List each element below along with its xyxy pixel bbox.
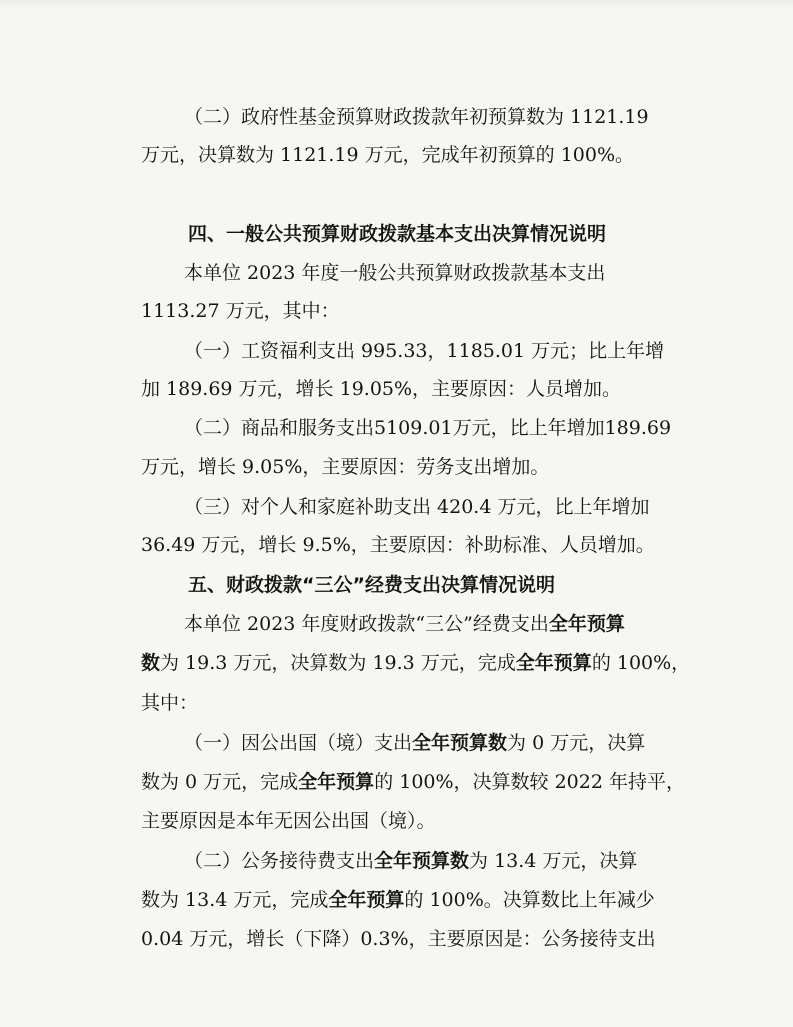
- text-run: 的 100%，: [591, 652, 691, 674]
- text-run: 本单位 2023 年度财政拨款“三公”经费支出: [184, 613, 549, 635]
- paragraph-line: 万元，决算数为 1121.19 万元，完成年初预算的 100%。: [141, 144, 635, 166]
- text-run: 为 0 万元，决算: [507, 732, 646, 754]
- section-heading: 四、一般公共预算财政拨款基本支出决算情况说明: [188, 223, 607, 245]
- emphasis-run: 全年预算: [328, 889, 405, 911]
- text-run: （一）因公出国（境）支出: [184, 732, 413, 754]
- paragraph-line: 万元，增长 9.05%，主要原因：劳务支出增加。: [141, 456, 550, 478]
- paragraph-line: （二）政府性基金预算财政拨款年初预算数为 1121.19: [184, 106, 649, 128]
- text-run: 的 100%，决算数较 2022 年持平，: [374, 771, 685, 793]
- paragraph-line: [184, 615, 625, 634]
- paragraph-line: 其中：: [141, 692, 199, 714]
- emphasis-run: 数: [141, 652, 161, 674]
- paragraph-line: [184, 734, 645, 753]
- paragraph-line: 36.49 万元，增长 9.5%，主要原因：补助标准、人员增加。: [141, 534, 655, 556]
- paragraph-line: 本单位 2023 年度一般公共预算财政拨款基本支出: [184, 262, 606, 284]
- paragraph-line: [184, 852, 637, 871]
- paragraph-line: [141, 891, 655, 910]
- paragraph-line: （一）工资福利支出 995.33，1185.01 万元；比上年增: [184, 340, 665, 362]
- text-run: 数为 0 万元，完成: [141, 771, 299, 793]
- text-run: 为 19.3 万元，决算数为 19.3 万元，完成: [160, 652, 516, 674]
- text-run: 数为 13.4 万元，完成: [141, 889, 329, 911]
- emphasis-run: 全年预算: [298, 771, 375, 793]
- paragraph-line: [141, 773, 685, 792]
- emphasis-run: 全年预算: [548, 613, 625, 635]
- emphasis-run: 全年预算数: [412, 732, 508, 754]
- paragraph-line: [141, 654, 690, 673]
- paragraph-line: （三）对个人和家庭补助支出 420.4 万元，比上年增加: [184, 496, 650, 518]
- section-heading: 五、财政拨款“三公”经费支出决算情况说明: [188, 574, 555, 596]
- text-run: 为 13.4 万元，决算: [469, 850, 638, 872]
- text-run: 的 100%。决算数比上年减少: [404, 889, 655, 911]
- scan-shadow: [0, 0, 793, 10]
- paragraph-line: （二）商品和服务支出5109.01万元，比上年增加189.69: [184, 417, 672, 439]
- paragraph-line: 0.04 万元，增长（下降）0.3%，主要原因是：公务接待支出: [141, 928, 656, 950]
- paragraph-line: 加 189.69 万元，增长 19.05%，主要原因：人员增加。: [141, 378, 622, 400]
- paragraph-line: 1113.27 万元，其中：: [141, 300, 340, 322]
- emphasis-run: 全年预算: [515, 652, 592, 674]
- text-run: （二）公务接待费支出: [184, 850, 375, 872]
- emphasis-run: 全年预算数: [374, 850, 470, 872]
- paragraph-line: 主要原因是本年无因公出国（境）。: [141, 810, 436, 832]
